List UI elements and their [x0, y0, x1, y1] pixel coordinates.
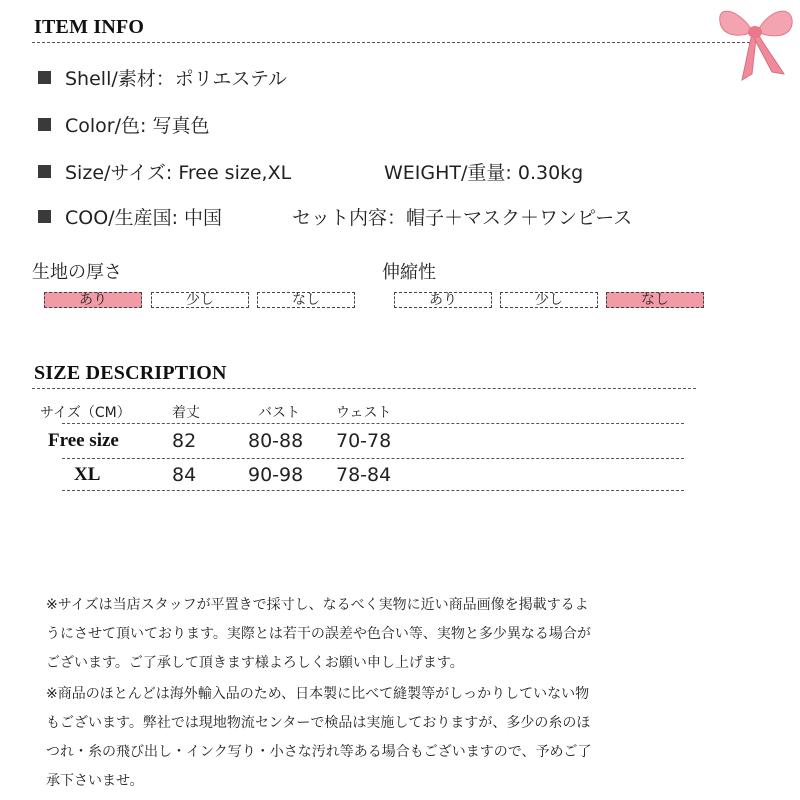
- weight-text: WEIGHT/重量: 0.30kg: [384, 162, 584, 184]
- row-bust: 80-88: [248, 430, 304, 452]
- note-line: ※サイズは当店スタッフが平置きで採寸し、なるべく実物に近い商品画像を掲載するよ: [46, 597, 589, 613]
- row-waist: 78-84: [336, 464, 392, 486]
- bullet-square-icon: [38, 210, 51, 223]
- note-line: もございます。弊社では現地物流センターで検品は実施しておりますが、多少の糸のほ: [46, 715, 591, 731]
- bullet-square-icon: [38, 165, 51, 178]
- ribbon-bow-icon: [712, 0, 798, 88]
- stretch-option-sukoshi: 少し: [500, 292, 598, 308]
- stretch-option-ari: あり: [394, 292, 492, 308]
- info-line-shell: [38, 64, 287, 91]
- info-line-coo: [38, 203, 222, 230]
- column-bust: バスト: [258, 405, 300, 421]
- column-waist: ウェスト: [336, 405, 392, 421]
- thickness-option-nashi: なし: [257, 292, 355, 308]
- shell-text: Shell/素材：ポリエステル: [65, 68, 288, 90]
- row-waist: 70-78: [336, 430, 392, 452]
- row-bust: 90-98: [248, 464, 304, 486]
- note-line: ございます。ご了承して頂きます様よろしくお願い申し上げます。: [46, 655, 464, 671]
- info-line-color: [38, 111, 209, 138]
- column-size: サイズ（CM）: [40, 405, 131, 421]
- note-line: うにさせて頂いております。実際とは若干の誤差や色合い等、実物と多少異なる場合が: [46, 626, 591, 642]
- set-contents-text: セット内容：帽子＋マスク＋ワンピース: [292, 207, 633, 229]
- size-description-heading: SIZE DESCRIPTION: [34, 362, 227, 384]
- thickness-label: 生地の厚さ: [32, 262, 122, 283]
- table-divider: [62, 458, 684, 459]
- info-line-size: [38, 158, 291, 185]
- thickness-option-sukoshi: 少し: [151, 292, 249, 308]
- size-text: Size/サイズ: Free size,XL: [65, 162, 292, 184]
- color-text: Color/色: 写真色: [65, 115, 210, 137]
- note-line: 承下さいませ。: [46, 773, 144, 789]
- coo-text: COO/生産国: 中国: [65, 207, 223, 229]
- note-line: ※商品のほとんどは海外輸入品のため、日本製に比べて縫製等がしっかりしていない物: [46, 686, 590, 702]
- bullet-square-icon: [38, 118, 51, 131]
- bullet-square-icon: [38, 71, 51, 84]
- thickness-option-ari: あり: [44, 292, 142, 308]
- table-divider: [62, 490, 684, 491]
- table-divider: [62, 423, 684, 424]
- stretch-option-nashi: なし: [606, 292, 704, 308]
- row-size: Free size: [48, 430, 119, 451]
- size-description-divider: [32, 388, 696, 389]
- column-length: 着丈: [172, 405, 200, 421]
- item-info-divider: [32, 42, 760, 43]
- row-length: 82: [172, 430, 197, 452]
- row-size: XL: [74, 464, 101, 485]
- stretch-label: 伸縮性: [382, 262, 436, 283]
- item-info-heading: ITEM INFO: [34, 16, 145, 38]
- row-length: 84: [172, 464, 197, 486]
- note-line: つれ・糸の飛び出し・インク写り・小さな汚れ等ある場合もございますので、予めご了: [46, 744, 592, 760]
